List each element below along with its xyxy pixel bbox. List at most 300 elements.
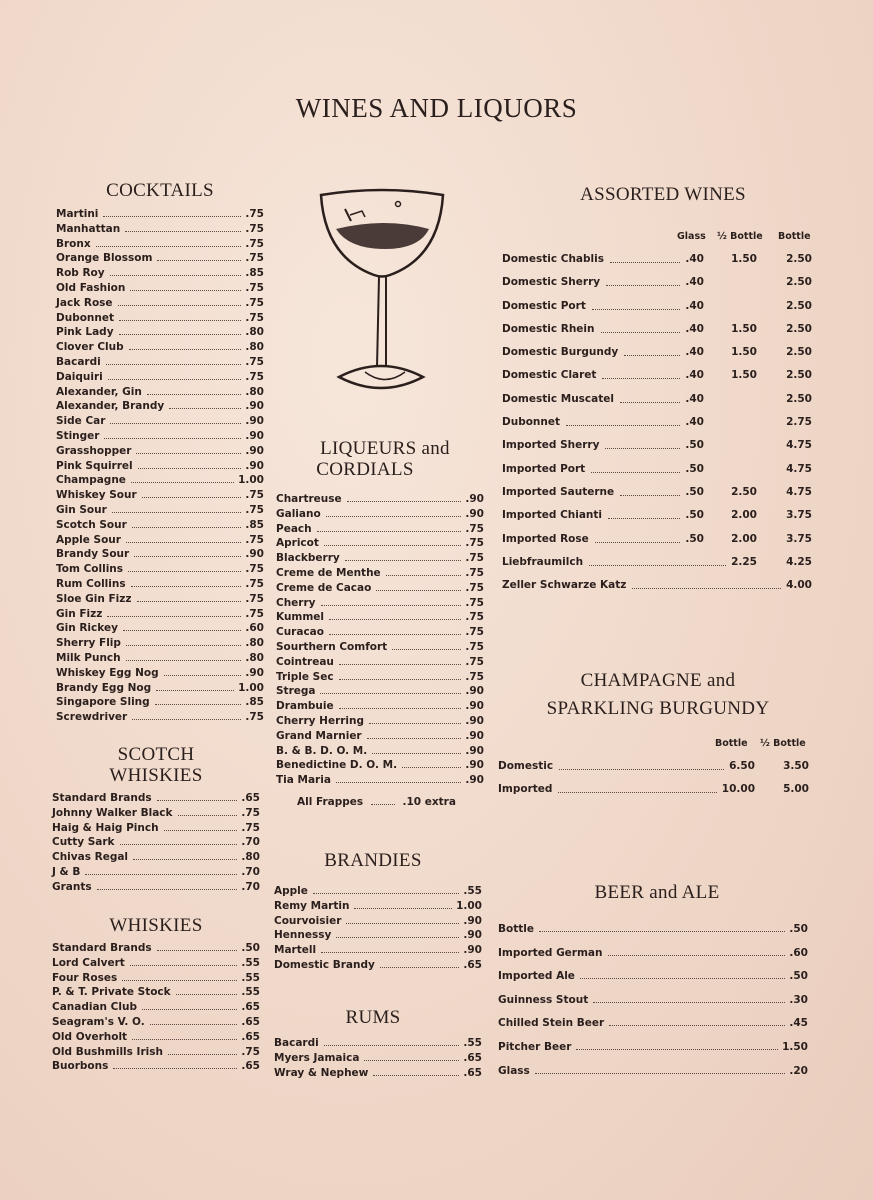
brandies-item	[274, 959, 482, 974]
whiskies-item-name: P. & T. Private Stock	[52, 986, 171, 999]
wine-name: Imported Sauterne	[502, 485, 615, 498]
dot-leader	[354, 908, 452, 909]
dot-leader	[138, 468, 242, 469]
cocktails-item-price: .80	[245, 651, 264, 664]
cocktails-item-name: Rob Roy	[56, 267, 105, 280]
cocktails-item-price: .75	[245, 592, 264, 605]
cocktails-item-name: Rum Collins	[56, 577, 126, 590]
dot-leader	[164, 675, 242, 676]
dot-leader	[593, 1002, 785, 1003]
liqueurs-item-price: .75	[465, 655, 484, 668]
wine-price-bottle: 2.50	[786, 369, 812, 382]
liqueurs-item-name: Galiano	[276, 507, 321, 520]
dot-leader	[376, 590, 461, 591]
liqueurs-item	[276, 567, 484, 582]
wine-price-glass: .40	[685, 369, 704, 382]
dot-leader	[326, 516, 462, 517]
cocktails-item	[56, 637, 264, 652]
champagne-price-bottle: 6.50	[729, 760, 755, 772]
rums-item-name: Wray & Nephew	[274, 1066, 369, 1079]
brandies-item-name: Martell	[274, 944, 317, 957]
rums-title: RUMS	[345, 1007, 401, 1028]
cocktails-item-name: Whiskey Sour	[56, 489, 137, 502]
cocktails-item-name: Champagne	[56, 474, 126, 487]
cocktails-item	[56, 474, 264, 489]
dot-leader	[155, 704, 242, 705]
liqueurs-item-price: .75	[465, 581, 484, 594]
wine-price-glass: .40	[685, 299, 704, 312]
liqueurs-item	[276, 700, 484, 715]
scotch-item	[52, 807, 260, 822]
cocktails-item	[56, 415, 264, 430]
dot-leader	[345, 560, 462, 561]
wine-price-bottle: 3.75	[786, 509, 812, 522]
cocktails-item-name: Grasshopper	[56, 444, 132, 457]
champagne-section	[498, 668, 810, 807]
cocktails-item-price: .75	[245, 355, 264, 368]
wine-name: Imported Port	[502, 462, 586, 475]
wine-row	[502, 486, 814, 509]
cocktails-item-price: .90	[245, 444, 264, 457]
wine-row	[502, 323, 814, 346]
liqueurs-item	[276, 671, 484, 686]
cocktails-item-price: .75	[245, 533, 264, 546]
wine-price-glass: .40	[685, 392, 704, 405]
dot-leader	[321, 952, 459, 953]
brandies-item	[274, 900, 482, 915]
champagne-title-line2: SPARKLING BURGUNDY	[546, 698, 770, 719]
liqueurs-item-price: .90	[465, 744, 484, 757]
brandies-item-price: .90	[463, 914, 482, 927]
wine-name: Imported Chianti	[502, 509, 603, 522]
dot-leader	[589, 565, 726, 566]
wine-price-bottle: 4.00	[786, 579, 812, 592]
brandies-item-name: Courvoisier	[274, 914, 342, 927]
beer-item-name: Glass	[498, 1064, 530, 1077]
wine-row	[502, 276, 814, 299]
brandies-item-price: .90	[463, 929, 482, 942]
dot-leader	[157, 950, 238, 951]
liqueurs-item-name: Cointreau	[276, 655, 334, 668]
rums-item-name: Myers Jamaica	[274, 1051, 360, 1064]
wine-price-glass: .50	[685, 509, 704, 522]
cocktails-item-price: .75	[245, 370, 264, 383]
wine-name: Domestic Burgundy	[502, 346, 619, 359]
rums-item	[274, 1052, 482, 1067]
champagne-header-half: ½ Bottle	[760, 738, 806, 749]
cocktails-item-price: .90	[245, 548, 264, 561]
liqueurs-item-price: .90	[465, 759, 484, 772]
beer-item-price: .50	[789, 970, 808, 983]
dot-leader	[609, 1025, 785, 1026]
cocktails-item-price: .75	[245, 577, 264, 590]
rums-item	[274, 1067, 482, 1082]
beer-item	[498, 947, 808, 971]
wine-row	[502, 300, 814, 323]
liqueurs-item-price: .90	[465, 493, 484, 505]
dot-leader	[142, 497, 242, 498]
dot-leader	[132, 719, 241, 720]
cocktails-item	[56, 519, 264, 534]
rums-item	[274, 1037, 482, 1052]
cocktails-item-name: Pink Lady	[56, 326, 114, 339]
liqueurs-item	[276, 597, 484, 612]
cocktails-item	[56, 667, 264, 682]
scotch-item-price: .70	[241, 865, 260, 878]
liqueurs-item-name: Apricot	[276, 537, 319, 550]
beer-item	[498, 994, 808, 1018]
cocktails-item-name: Jack Rose	[56, 296, 113, 309]
scotch-item	[52, 866, 260, 881]
cocktails-item-name: Brandy Egg Nog	[56, 681, 152, 694]
cocktails-item-price: .75	[245, 237, 264, 250]
beer-item-price: .60	[789, 946, 808, 959]
liqueurs-item-price: .75	[465, 522, 484, 535]
cocktails-item-price: .80	[245, 341, 264, 354]
liqueurs-item-price: .75	[465, 626, 484, 639]
dot-leader	[558, 792, 717, 793]
cocktails-item	[56, 297, 264, 312]
cocktails-item	[56, 711, 264, 726]
rums-item-name: Bacardi	[274, 1037, 319, 1049]
scotch-list	[52, 792, 260, 896]
cocktails-item-name: Orange Blossom	[56, 252, 153, 265]
whiskies-item	[52, 1031, 260, 1046]
liqueurs-item	[276, 582, 484, 597]
dot-leader	[329, 634, 461, 635]
liqueurs-item-name: Cherry	[276, 596, 316, 609]
cocktails-item	[56, 430, 264, 445]
whiskies-item-price: .65	[241, 1015, 260, 1028]
whiskies-item	[52, 942, 260, 957]
dot-leader	[157, 800, 238, 801]
liqueurs-item	[276, 759, 484, 774]
dot-leader	[106, 364, 242, 365]
scotch-item-price: .65	[241, 792, 260, 804]
liqueurs-item-name: Creme de Cacao	[276, 581, 372, 594]
beer-item-price: 1.50	[782, 1040, 808, 1053]
beer-item-price: .20	[789, 1064, 808, 1077]
cocktails-item	[56, 622, 264, 637]
dot-leader	[104, 438, 241, 439]
dot-leader	[601, 332, 680, 333]
dot-leader	[336, 937, 459, 938]
cocktails-item-name: Daiquiri	[56, 370, 103, 383]
cocktails-item-price: .75	[245, 252, 264, 265]
dot-leader	[132, 527, 242, 528]
dot-leader	[136, 453, 241, 454]
liqueurs-item-price: .90	[465, 507, 484, 520]
dot-leader	[119, 320, 241, 321]
champagne-row	[498, 783, 810, 806]
whiskies-section	[52, 915, 260, 1075]
liqueurs-item-name: Strega	[276, 685, 316, 698]
wine-price-bottle: 2.50	[786, 322, 812, 335]
liqueurs-item	[276, 508, 484, 523]
dot-leader	[150, 1024, 238, 1025]
wines-header-glass: Glass	[677, 231, 706, 242]
cocktails-item	[56, 386, 264, 401]
cocktails-item	[56, 548, 264, 563]
cocktails-item-name: Sherry Flip	[56, 637, 121, 650]
wine-row	[502, 369, 814, 392]
cocktails-item	[56, 356, 264, 371]
scotch-item-price: .70	[241, 836, 260, 849]
whiskies-item	[52, 1060, 260, 1075]
dot-leader	[126, 645, 241, 646]
dot-leader	[339, 664, 462, 665]
whiskies-item-name: Buorbons	[52, 1060, 109, 1073]
wine-name: Domestic Rhein	[502, 322, 595, 335]
dot-leader	[336, 782, 461, 783]
wines-title: ASSORTED WINES	[580, 184, 746, 205]
wine-price-glass: .50	[685, 462, 704, 475]
wines-section	[502, 184, 814, 602]
liqueurs-item-price: .90	[465, 714, 484, 727]
rums-item-price: .65	[463, 1066, 482, 1079]
dot-leader	[620, 402, 680, 403]
champagne-price-half: 5.00	[783, 783, 809, 796]
dot-leader	[320, 693, 461, 694]
champagne-price-bottle: 10.00	[721, 783, 755, 796]
wine-price-glass: .40	[685, 416, 704, 429]
wine-name: Domestic Port	[502, 299, 586, 312]
cocktails-item	[56, 696, 264, 711]
liqueurs-item-name: Grand Marnier	[276, 729, 362, 742]
dot-leader	[339, 708, 462, 709]
liqueurs-item-price: .75	[465, 537, 484, 550]
champagne-name: Domestic	[498, 760, 554, 772]
beer-title: BEER and ALE	[594, 882, 720, 903]
scotch-item-price: .75	[241, 806, 260, 819]
wine-price-bottle: 4.75	[786, 462, 812, 475]
brandies-list	[274, 885, 482, 974]
dot-leader	[566, 425, 680, 426]
wine-name: Dubonnet	[502, 416, 561, 429]
brandies-section	[274, 850, 482, 974]
whiskies-item-name: Old Overholt	[52, 1030, 128, 1043]
cocktails-item-price: .90	[245, 415, 264, 428]
page-title: WINES AND LIQUORS	[295, 93, 578, 123]
cocktails-item-name: Stinger	[56, 429, 100, 442]
whiskies-item-name: Lord Calvert	[52, 956, 125, 969]
liqueurs-item-name: Peach	[276, 522, 312, 535]
dot-leader	[176, 994, 238, 995]
dot-leader	[119, 334, 242, 335]
dot-leader	[632, 588, 781, 589]
brandies-item-price: .65	[463, 958, 482, 971]
dot-leader	[123, 630, 241, 631]
brandies-item-name: Hennessy	[274, 929, 332, 942]
cocktails-item-price: .90	[245, 429, 264, 442]
dot-leader	[620, 495, 680, 496]
wine-price-glass: .40	[685, 276, 704, 289]
cocktails-item-price: .85	[245, 696, 264, 709]
dot-leader	[85, 874, 237, 875]
liqueurs-item	[276, 493, 484, 508]
cocktails-item-name: Tom Collins	[56, 563, 124, 576]
beer-item	[498, 1041, 808, 1065]
dot-leader	[580, 978, 785, 979]
scotch-item	[52, 822, 260, 837]
scotch-title-line1: SCOTCH	[117, 744, 195, 765]
dot-leader	[339, 679, 462, 680]
whiskies-item-price: .65	[241, 1060, 260, 1073]
dot-leader	[128, 571, 241, 572]
liqueurs-item-name: Sourthern Comfort	[276, 640, 388, 653]
dot-leader	[96, 246, 242, 247]
dot-leader	[392, 649, 461, 650]
dot-leader	[535, 1073, 786, 1074]
wine-price-bottle: 2.50	[786, 253, 812, 265]
cocktails-item-name: Manhattan	[56, 222, 121, 235]
wines-header-bottle: Bottle	[778, 231, 811, 242]
brandies-item	[274, 915, 482, 930]
wine-row	[502, 509, 814, 532]
liqueurs-section	[276, 438, 484, 808]
liqueurs-item-name: Blackberry	[276, 552, 340, 565]
dot-leader	[125, 231, 241, 232]
liqueurs-item-name: Creme de Menthe	[276, 566, 381, 579]
whiskies-item-price: .65	[241, 1001, 260, 1014]
scotch-item-name: Chivas Regal	[52, 851, 129, 864]
cocktail-glass-illustration	[315, 187, 450, 402]
wine-price-glass: .40	[685, 253, 704, 265]
liqueurs-item	[276, 715, 484, 730]
scotch-item-name: Grants	[52, 880, 92, 893]
wine-price-bottle: 3.75	[786, 532, 812, 545]
wine-row	[502, 416, 814, 439]
dot-leader	[380, 967, 460, 968]
dot-leader	[178, 815, 238, 816]
whiskies-item-name: Seagram's V. O.	[52, 1015, 145, 1028]
cocktails-item-price: .90	[245, 400, 264, 413]
whiskies-item-price: .65	[241, 1030, 260, 1043]
cocktails-item-price: .75	[245, 208, 264, 220]
wines-header-half: ½ Bottle	[717, 231, 763, 242]
beer-item-name: Imported German	[498, 946, 603, 959]
liqueurs-item	[276, 745, 484, 760]
dot-leader	[624, 355, 680, 356]
dot-leader	[110, 275, 242, 276]
brandies-title: BRANDIES	[324, 850, 422, 871]
brandies-item	[274, 885, 482, 900]
wine-row	[502, 579, 814, 602]
cocktails-item	[56, 593, 264, 608]
cocktails-item	[56, 652, 264, 667]
scotch-item	[52, 851, 260, 866]
liqueurs-item-price: .75	[465, 670, 484, 683]
dot-leader	[126, 542, 241, 543]
dot-leader	[595, 542, 680, 543]
scotch-item-name: J & B	[52, 865, 81, 878]
whiskies-item-price: .50	[241, 942, 260, 954]
frappes-note	[276, 796, 484, 808]
brandies-item	[274, 929, 482, 944]
scotch-item-price: .70	[241, 880, 260, 893]
cocktails-item-name: Side Car	[56, 415, 106, 428]
liqueurs-item-price: .75	[465, 566, 484, 579]
wine-price-half: 1.50	[731, 346, 757, 359]
liqueurs-item-price: .90	[465, 685, 484, 698]
cocktails-item-price: .75	[245, 281, 264, 294]
beer-item-name: Bottle	[498, 923, 534, 935]
champagne-table	[498, 760, 810, 807]
cocktails-item-price: .60	[245, 622, 264, 635]
dot-leader	[126, 660, 242, 661]
dot-leader	[133, 859, 237, 860]
scotch-title-line2: WHISKIES	[109, 765, 203, 786]
dot-leader	[132, 1039, 237, 1040]
cocktails-item-price: .75	[245, 563, 264, 576]
dot-leader	[539, 931, 785, 932]
cocktails-item-name: Apple Sour	[56, 533, 121, 546]
cocktails-item	[56, 504, 264, 519]
whiskies-item	[52, 957, 260, 972]
cocktails-item	[56, 608, 264, 623]
whiskies-item-price: .75	[241, 1045, 260, 1058]
dot-leader	[605, 448, 680, 449]
liqueurs-title-line1: LIQUEURS and	[320, 438, 450, 459]
dot-leader	[591, 472, 680, 473]
dot-leader	[110, 423, 241, 424]
cocktails-item	[56, 312, 264, 327]
liqueurs-item	[276, 774, 484, 789]
cocktails-item	[56, 563, 264, 578]
cocktails-item-price: .85	[245, 267, 264, 280]
wine-name: Domestic Muscatel	[502, 392, 614, 405]
cocktails-item	[56, 341, 264, 356]
wine-row	[502, 463, 814, 486]
beer-item	[498, 970, 808, 994]
dot-leader	[610, 262, 680, 263]
cocktails-item-price: 1.00	[238, 681, 264, 694]
whiskies-item-price: .55	[241, 956, 260, 969]
rums-section	[274, 1007, 482, 1081]
cocktails-item	[56, 326, 264, 341]
cocktails-item-price: .75	[245, 311, 264, 324]
cocktails-item-price: .75	[245, 222, 264, 235]
frappes-label: All Frappes	[297, 795, 364, 808]
whiskies-item-name: Canadian Club	[52, 1001, 137, 1014]
champagne-header-row	[498, 738, 810, 760]
whiskies-item-price: .55	[241, 971, 260, 984]
cocktails-item-price: .90	[245, 666, 264, 679]
scotch-item	[52, 836, 260, 851]
cocktails-item	[56, 682, 264, 697]
beer-item-name: Imported Ale	[498, 970, 575, 983]
beer-list	[498, 923, 808, 1088]
cocktails-item-price: .75	[245, 296, 264, 309]
whiskies-item-name: Standard Brands	[52, 942, 152, 954]
liqueurs-item	[276, 626, 484, 641]
whiskies-title: WHISKIES	[109, 915, 203, 936]
scotch-item-name: Standard Brands	[52, 792, 152, 804]
dot-leader	[608, 518, 680, 519]
dot-leader	[324, 545, 462, 546]
dot-leader	[130, 290, 241, 291]
beer-item	[498, 923, 808, 947]
liqueurs-item-name: B. & B. D. O. M.	[276, 744, 368, 757]
cocktails-item-name: Alexander, Gin	[56, 385, 142, 398]
dot-leader	[113, 1068, 237, 1069]
brandies-item-price: 1.00	[456, 899, 482, 912]
dot-leader	[346, 923, 459, 924]
wine-name: Domestic Claret	[502, 369, 597, 382]
cocktails-item-price: .90	[245, 459, 264, 472]
cocktails-item-price: .75	[245, 489, 264, 502]
dot-leader	[157, 260, 241, 261]
